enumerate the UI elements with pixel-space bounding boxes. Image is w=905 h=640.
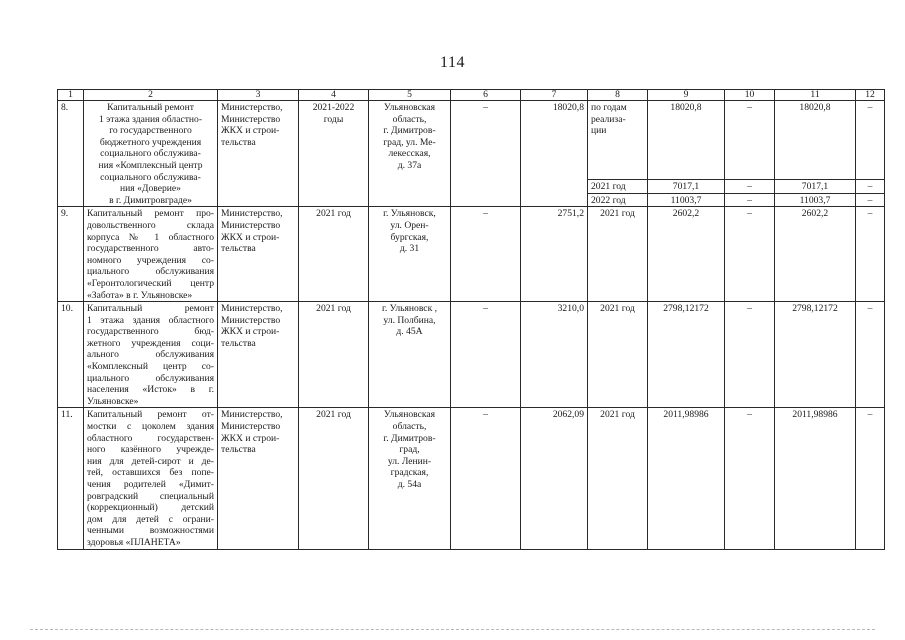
text-line: 2021 год	[316, 208, 351, 220]
text-line: д. 37а	[397, 159, 422, 171]
text-line: г. Ульяновск ,	[381, 303, 438, 315]
responsible-ministry	[218, 408, 299, 549]
text-line: жетного учреждения соци-	[87, 337, 214, 349]
text-line: д. 54а	[397, 479, 422, 490]
text-line: Ульяновская	[383, 102, 436, 113]
text-line: по годам	[591, 102, 627, 113]
text-line: социального обслужива-	[100, 171, 201, 183]
text-line: тельства	[221, 243, 256, 255]
column-header: 2	[84, 90, 218, 101]
row-number: 9.	[58, 207, 84, 302]
funding-regional: 2011,98986	[775, 408, 856, 549]
object-address	[369, 408, 451, 549]
text-line: корпуса № 1 областного	[87, 231, 214, 243]
text-line: циального обслуживания	[87, 372, 214, 384]
text-line: 2021 год	[316, 303, 351, 315]
responsible-ministry	[218, 101, 299, 207]
object-name	[84, 408, 218, 549]
text-line: дом для детей с ограни-	[87, 513, 214, 525]
text-line: государственного авто-	[87, 243, 214, 255]
text-line: Капитальный ремонт про-	[87, 208, 214, 220]
column-header: 9	[648, 90, 725, 101]
text-line: «Геронтологический центр	[87, 277, 214, 289]
text-line: социального обслужива-	[100, 148, 201, 160]
funding-year: 2021 год	[588, 207, 648, 302]
text-line: довольственного склада	[87, 219, 214, 231]
text-line: Министерство,	[221, 102, 283, 113]
text-line: 1 этажа здания областного	[87, 314, 214, 326]
text-line: град,	[399, 444, 420, 456]
text-line: г. Димитров-	[383, 432, 436, 444]
text-line: Министерство	[221, 314, 281, 326]
column-header: 6	[451, 90, 521, 101]
col6-value: –	[451, 207, 521, 302]
text-line: бургская,	[390, 231, 429, 243]
text-line: ул. Ленин-	[387, 455, 432, 467]
text-line: 2021 год	[316, 409, 351, 421]
text-line: град, ул. Ме-	[383, 136, 436, 148]
funding-regional: 18020,8	[775, 101, 856, 180]
text-line: го государственного	[109, 125, 192, 137]
table-row	[58, 408, 885, 549]
col6-value: –	[451, 101, 521, 207]
text-line: ЖКХ и строи-	[221, 231, 280, 243]
text-line: область,	[392, 113, 427, 125]
column-header: 5	[369, 90, 451, 101]
text-line: Министерство	[221, 421, 281, 433]
text-line: 2022 год	[591, 194, 626, 206]
text-line: циального обслуживания	[87, 266, 214, 278]
funding-year: 2021 год	[588, 408, 648, 549]
column-header: 8	[588, 90, 648, 101]
text-line: бюджетного учреждения	[99, 136, 202, 148]
col10-value: –	[725, 193, 775, 207]
funding-total: 7017,1	[648, 180, 725, 194]
text-line: лекесская,	[388, 148, 431, 160]
project-table	[57, 89, 885, 550]
col10-value: –	[725, 408, 775, 549]
implementation-period	[299, 207, 369, 302]
text-line: 2021-2022	[312, 102, 355, 113]
funding-regional: 7017,1	[775, 180, 856, 194]
text-line: чения родителей «Димит-	[87, 479, 214, 490]
column-header: 12	[856, 90, 885, 101]
col10-value: –	[725, 302, 775, 408]
funding-year	[588, 193, 648, 207]
text-line: ЖКХ и строи-	[221, 326, 280, 338]
text-line: г. Ульяновск,	[383, 208, 436, 220]
text-line: Министерство	[221, 113, 281, 125]
text-line: ровградский специальный	[87, 490, 214, 502]
col6-value: –	[451, 302, 521, 408]
text-line: ного казённого учрежде-	[87, 444, 214, 456]
col6-value: –	[451, 408, 521, 549]
text-line: Министерство,	[221, 208, 283, 220]
text-line: ул. Орен-	[390, 219, 429, 231]
text-line: ченными возможностями	[87, 525, 214, 537]
text-line: градская,	[390, 467, 429, 479]
text-line: государственного бюд-	[87, 326, 214, 338]
funding-regional: 2602,2	[775, 207, 856, 302]
estimated-cost: 2751,2	[521, 207, 588, 302]
text-line: 1 этажа здания областно-	[98, 113, 203, 125]
responsible-ministry	[218, 207, 299, 302]
text-line: ЖКХ и строи-	[221, 432, 280, 444]
text-line: тей, оставшихся без попе-	[87, 467, 214, 479]
estimated-cost: 2062,09	[521, 408, 588, 549]
row-number: 8.	[58, 101, 84, 207]
column-header: 1	[58, 90, 84, 101]
text-line: мостки с цоколем здания	[87, 421, 214, 433]
text-line: Министерство,	[221, 409, 283, 421]
column-header: 7	[521, 90, 588, 101]
row-number: 10.	[58, 302, 84, 408]
text-line: область,	[392, 421, 427, 433]
text-line: тельства	[221, 444, 256, 456]
object-address	[369, 302, 451, 408]
text-line: населения «Исток» в г.	[87, 384, 214, 396]
text-line: в г. Димитровграде»	[109, 194, 192, 206]
text-line: реализа-	[591, 113, 626, 125]
text-line: тельства	[221, 337, 256, 349]
text-line: «Забота» в г. Ульяновске»	[87, 289, 193, 301]
implementation-period	[299, 408, 369, 549]
col12-value: –	[856, 101, 885, 180]
text-line: (коррекционный) детский	[87, 502, 214, 514]
text-line: «Комплексный центр со-	[87, 361, 214, 373]
text-line: здоровья «ПЛАНЕТА»	[87, 536, 181, 548]
text-line: Министерство	[221, 219, 281, 231]
col12-value: –	[856, 193, 885, 207]
text-line: Капитальный ремонт от-	[87, 409, 214, 421]
page-number: 114	[440, 54, 465, 71]
col12-value: –	[856, 408, 885, 549]
column-header: 11	[775, 90, 856, 101]
table-row	[58, 207, 885, 302]
funding-total: 18020,8	[648, 101, 725, 180]
text-line: ния «Комплексный центр	[98, 159, 203, 171]
funding-year: 2021 год	[588, 302, 648, 408]
table-row	[58, 302, 885, 408]
col12-value: –	[856, 302, 885, 408]
text-line: тельства	[221, 136, 256, 148]
text-line: ции	[591, 125, 607, 137]
col10-value: –	[725, 101, 775, 180]
funding-total: 2602,2	[648, 207, 725, 302]
text-line: г. Димитров-	[383, 125, 436, 137]
estimated-cost: 3210,0	[521, 302, 588, 408]
column-header: 4	[299, 90, 369, 101]
text-line: ния для детей-сирот и де-	[87, 455, 214, 467]
text-line: д. 31	[399, 243, 420, 255]
text-line: областного государствен-	[87, 432, 214, 444]
text-line: 2021 год	[591, 181, 626, 193]
col12-value: –	[856, 180, 885, 194]
scan-artifact-line	[30, 629, 875, 632]
funding-regional: 2798,12172	[775, 302, 856, 408]
responsible-ministry	[218, 302, 299, 408]
funding-total: 2011,98986	[648, 408, 725, 549]
text-line: ЖКХ и строи-	[221, 125, 280, 137]
text-line: Министерство,	[221, 303, 283, 315]
funding-year	[588, 180, 648, 194]
implementation-period	[299, 302, 369, 408]
text-line: ул. Полбина,	[383, 314, 436, 326]
col12-value: –	[856, 207, 885, 302]
text-line: Капитальный ремонт	[87, 303, 214, 315]
text-line: годы	[323, 113, 344, 125]
text-line: ния «Доверие»	[120, 183, 181, 195]
col10-value: –	[725, 207, 775, 302]
object-name	[84, 302, 218, 408]
table-body	[58, 90, 885, 550]
text-line: ального обслуживания	[87, 349, 214, 361]
estimated-cost: 18020,8	[521, 101, 588, 207]
funding-year	[588, 101, 648, 180]
funding-total: 2798,12172	[648, 302, 725, 408]
object-address	[369, 101, 451, 207]
table-row	[58, 101, 885, 180]
object-address	[369, 207, 451, 302]
text-line: Капитальный ремонт	[107, 102, 194, 113]
object-name	[84, 207, 218, 302]
column-header: 10	[725, 90, 775, 101]
column-header: 3	[218, 90, 299, 101]
text-line: д. 45А	[396, 326, 423, 338]
funding-regional: 11003,7	[775, 193, 856, 207]
funding-total: 11003,7	[648, 193, 725, 207]
column-number-row	[58, 90, 885, 101]
row-number: 11.	[58, 408, 84, 549]
object-name	[84, 101, 218, 207]
text-line: Ульяновске»	[87, 395, 139, 407]
text-line: Ульяновская	[383, 409, 436, 421]
text-line: номного учреждения со-	[87, 254, 214, 266]
implementation-period	[299, 101, 369, 207]
col10-value: –	[725, 180, 775, 194]
